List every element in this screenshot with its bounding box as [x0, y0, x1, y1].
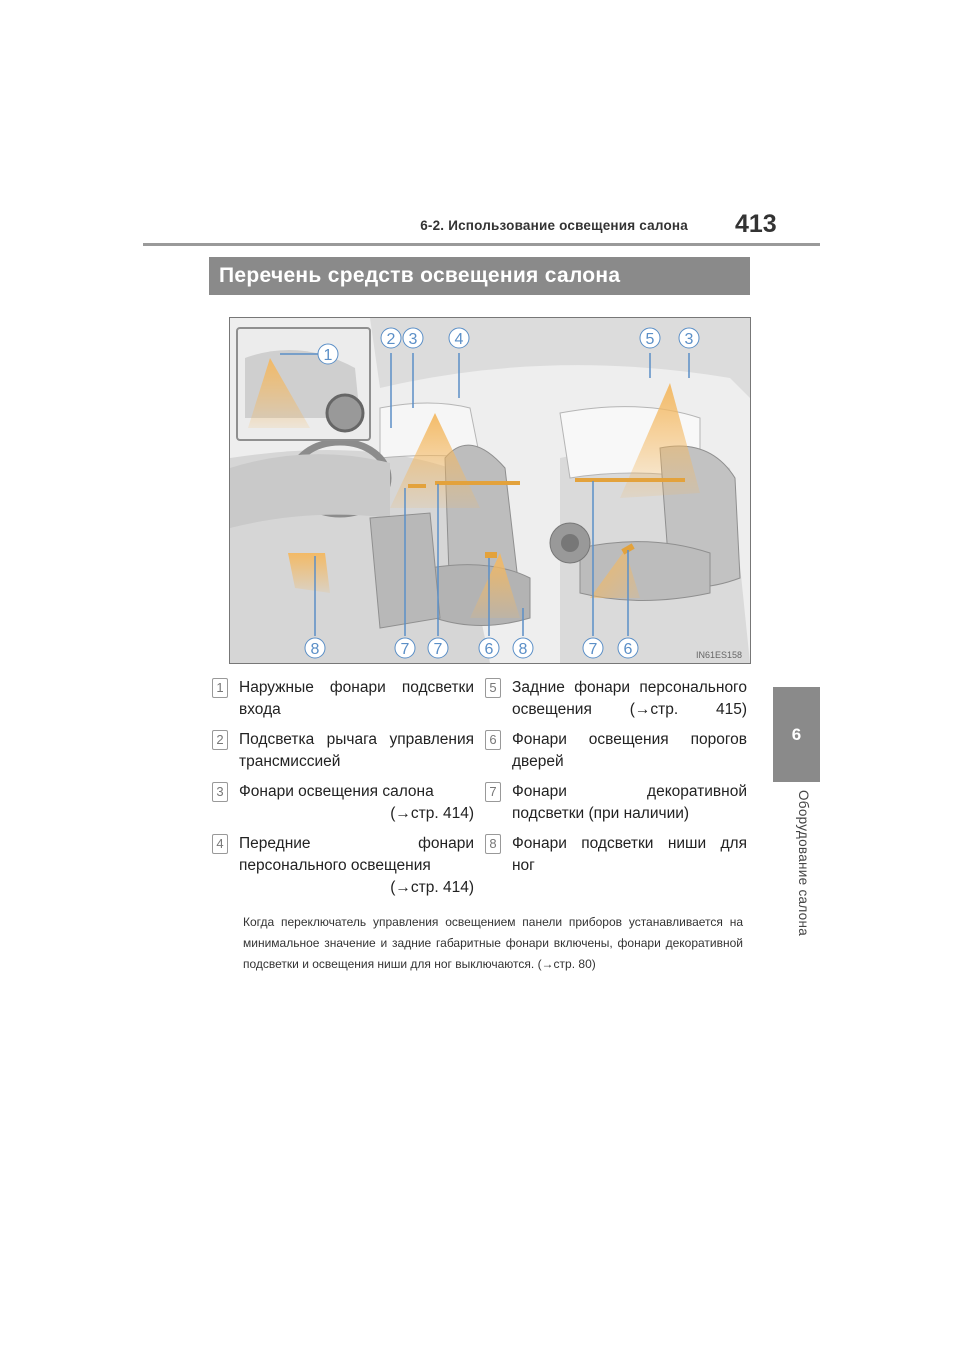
- legend-text: Фонари освещения порогов: [512, 731, 747, 748]
- page-number: 413: [735, 210, 777, 238]
- svg-text:6: 6: [484, 641, 494, 658]
- legend-text: Задние фонари персонального: [512, 679, 747, 696]
- svg-text:7: 7: [400, 641, 410, 658]
- interior-lights-illustration: [229, 317, 751, 664]
- legend-text: Фонари подсветки ниши для: [512, 835, 747, 852]
- svg-text:7: 7: [588, 641, 598, 658]
- legend-text: дверей: [512, 753, 564, 770]
- svg-text:8: 8: [518, 641, 528, 658]
- callout-6-b: [618, 638, 638, 658]
- callout-2: [381, 328, 401, 348]
- callout-4: [449, 328, 469, 348]
- legend-text: освещения (→стр. 415): [512, 701, 747, 718]
- legend-number-badge: 1: [212, 678, 228, 698]
- legend-number-badge: 6: [485, 730, 501, 750]
- svg-text:7: 7: [433, 641, 443, 658]
- svg-text:1: 1: [323, 347, 333, 364]
- svg-text:2: 2: [386, 331, 396, 348]
- legend-number-badge: 7: [485, 782, 501, 802]
- legend-number-badge: 5: [485, 678, 501, 698]
- legend-left-column: [212, 677, 474, 899]
- svg-text:6: 6: [623, 641, 633, 658]
- header-divider: [143, 243, 820, 246]
- legend-item-5: [485, 677, 747, 721]
- callout-8-front: [305, 638, 325, 658]
- legend-number-badge: 3: [212, 782, 228, 802]
- page-reference: (→стр. 414): [390, 805, 474, 822]
- page-title: Перечень средств освещения салона: [209, 257, 750, 295]
- legend-text: Передние фонари: [239, 835, 474, 852]
- legend-item-8: [485, 833, 747, 877]
- legend-item-2: [212, 729, 474, 773]
- car-interior-drawing: [230, 318, 750, 663]
- svg-text:5: 5: [645, 331, 655, 348]
- legend-number-badge: 8: [485, 834, 501, 854]
- legend-text: ног: [512, 857, 535, 874]
- callout-7-a: [395, 638, 415, 658]
- chapter-tab: 6: [773, 687, 820, 782]
- legend-text: трансмиссией: [239, 753, 341, 770]
- callout-8-rear: [513, 638, 533, 658]
- page-reference: (→стр. 414): [390, 879, 474, 896]
- legend-item-7: [485, 781, 747, 825]
- note-paragraph: Когда переключатель управления освещением панели приборов устанавливается на минимальное значение и задние габаритные фонари включены, фонари декоративной подсветки и освещения ниши для ног выключаются. (→стр. 80): [243, 915, 743, 971]
- legend-text: входа: [239, 701, 281, 718]
- chapter-title: Оборудование салона: [796, 790, 811, 937]
- illustration-code: IN61ES158: [695, 650, 742, 660]
- callout-6-a: [479, 638, 499, 658]
- callout-7-c: [583, 638, 603, 658]
- legend-item-1: [212, 677, 474, 721]
- legend-number-badge: 4: [212, 834, 228, 854]
- callout-7-b: [428, 638, 448, 658]
- legend-item-4: [212, 833, 474, 899]
- legend-right-column: [485, 677, 747, 877]
- callout-3: [403, 328, 423, 348]
- legend-text: Фонари декоративной: [512, 783, 747, 800]
- svg-text:8: 8: [310, 641, 320, 658]
- legend-number-badge: 2: [212, 730, 228, 750]
- legend-item-3: [212, 781, 474, 825]
- section-heading: 6-2. Использование освещения салона: [420, 218, 688, 233]
- legend-text: Подсветка рычага управления: [239, 731, 474, 748]
- legend-text: Фонари освещения салона: [239, 783, 434, 800]
- legend-item-6: [485, 729, 747, 773]
- svg-text:4: 4: [454, 331, 464, 348]
- callout-1: [318, 344, 338, 364]
- callout-5: [640, 328, 660, 348]
- svg-text:3: 3: [408, 331, 418, 348]
- svg-text:3: 3: [684, 331, 694, 348]
- legend-text: подсветки (при наличии): [512, 805, 690, 822]
- callout-3-rear: [679, 328, 699, 348]
- legend-text: Наружные фонари подсветки: [239, 679, 474, 696]
- legend-text: персонального освещения: [239, 857, 431, 874]
